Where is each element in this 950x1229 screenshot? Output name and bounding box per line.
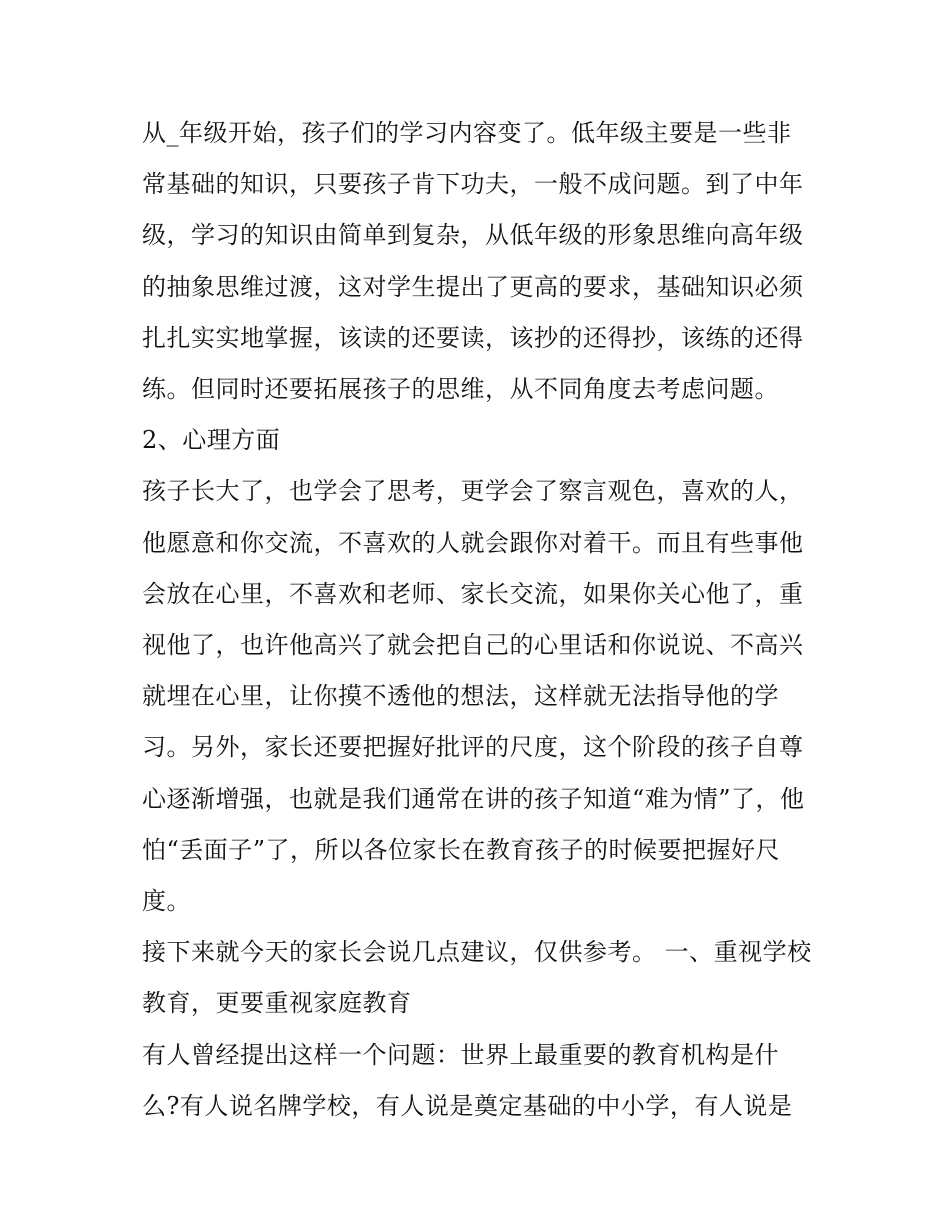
paragraph-suggestions-intro: 接下来就今天的家长会说几点建议，仅供参考。 一、重视学校教育，更要重视家庭教育 [142, 938, 812, 1018]
paragraph-psychology: 孩子长大了，也学会了思考，更学会了察言观色，喜欢的人，他愿意和你交流，不喜欢的人就会跟你对着干。而且有些事他会放在心里，不喜欢和老师、家长交流，如果你关心他了，重视他了，也许他高兴了就会把自己的心里话和你说说、不高兴就埋在心里，让你摸不透他的想法，这样就无法指导他的学习。另外，家长还要把握好批评的尺度，这个阶段的孩子自尊心逐渐增强，也就是我们通常在讲的孩子知道“难为情”了，他怕“丢面子”了，所以各位家长在教育孩子的时候要把握好尺度。 [142, 477, 805, 916]
document-body [142, 108, 814, 1132]
section-heading-psychology: 2、心理方面 [142, 426, 281, 455]
paragraph-learning-content: 从_年级开始，孩子们的学习内容变了。低年级主要是一些非常基础的知识，只要孩子肯下功夫，一般不成问题。到了中年级，学习的知识由简单到复杂，从低年级的形象思维向高年级的抽象思维过渡，这对学生提出了更高的要求，基础知识必须扎扎实实地掌握，该读的还要读，该抄的还得抄，该练的还得练。但同时还要拓展孩子的思维，从不同角度去考虑问题。 [142, 119, 804, 404]
paragraph-education-question: 有人曾经提出这样一个问题：世界上最重要的教育机构是什么?有人说名牌学校，有人说是奠定基础的中小学，有人说是 [142, 1040, 793, 1120]
